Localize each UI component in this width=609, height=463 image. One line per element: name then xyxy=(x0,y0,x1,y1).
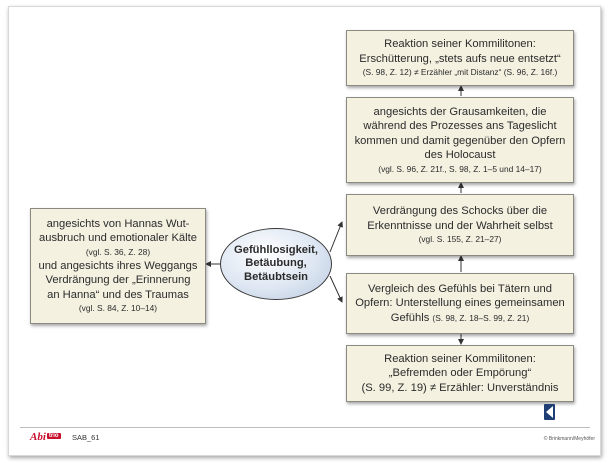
arrow-to-box3 xyxy=(330,222,342,252)
left-box-ref2: (vgl. S. 84, Z. 10–14) xyxy=(78,303,158,314)
box3-line1: Verdrängung des Schocks über die xyxy=(372,205,548,217)
box3-ref: (vgl. S. 155, Z. 21–27) xyxy=(418,234,502,244)
copyright-notice: © Brinkmann/Meyhöfer xyxy=(543,436,595,442)
left-box-line5: an Hanna“ und des Traumas xyxy=(47,288,189,301)
box5-line1: Reaktion seiner Kommilitonen: xyxy=(384,352,536,365)
box3-line2: Erkenntnisse und der Wahrheit selbst xyxy=(367,219,553,232)
left-box-line2: ausbruch und emotionaler Kälte xyxy=(39,232,197,245)
box4-line1: Vergleich des Gefühls bei Tätern und xyxy=(368,282,552,295)
left-box-line3: und angesichts ihres Weggangs xyxy=(38,259,198,272)
left-box-ref1: (vgl. S. 36, Z. 28) xyxy=(85,246,151,257)
center-line1: Gefühllosigkeit, xyxy=(234,243,318,256)
box2-line4: des Holocaust xyxy=(424,149,496,161)
left-box xyxy=(30,208,206,324)
back-arrow-icon[interactable] xyxy=(544,404,555,420)
box1-line2: Erschütterung, „stets aufs neue entsetzt“ xyxy=(359,52,561,65)
center-line2: Betäubung, xyxy=(245,257,307,270)
box4-line3-row xyxy=(353,311,567,326)
box5-line3: (S. 99, Z. 19) ≠ Erzähler: Unverständnis xyxy=(361,381,559,394)
left-box-line4: Verdrängung der „Erinnerung xyxy=(45,274,191,287)
worksheet-code: SAB_61 xyxy=(72,433,100,442)
box-vergleich xyxy=(346,273,574,334)
box-grausamkeiten xyxy=(346,97,574,183)
box-verdraengung xyxy=(346,194,574,256)
box4-line3: Gefühls xyxy=(390,311,430,324)
logo-text: Abi xyxy=(30,431,46,443)
box1-ref: (S. 98, Z. 12) ≠ Erzähler „mit Distanz“ (S. 96, Z. 16f.) xyxy=(362,67,558,77)
box-reaction-befremden xyxy=(346,345,574,402)
box4-ref: (S. 98, Z. 18–S. 99, Z. 21) xyxy=(432,312,530,323)
box4-line2: Opfern: Unterstellung eines gemeinsamen xyxy=(355,297,565,310)
box2-line2: während des Prozesses ans Tageslicht xyxy=(363,120,557,132)
box5-line2: „Befremden oder Empörung“ xyxy=(388,367,532,380)
box2-line3: kommen und damit gegenüber den Opfern xyxy=(354,134,566,147)
center-line3: Betäubtsein xyxy=(243,270,309,283)
center-concept-ellipse xyxy=(220,228,332,300)
box2-line1: angesichts der Grausamkeiten, die xyxy=(373,105,547,118)
logo-sub: trio xyxy=(48,433,59,439)
box-reaction-erschuetterung xyxy=(346,30,574,86)
footer-divider xyxy=(20,427,590,428)
left-box-line1: angesichts von Hannas Wut- xyxy=(46,217,190,230)
arrow-to-box4 xyxy=(330,276,342,302)
box2-ref: (vgl. S. 96, Z. 21f., S. 98, Z. 1–5 und 14–17) xyxy=(378,163,542,174)
box1-line1: Reaktion seiner Kommilitonen: xyxy=(384,38,536,50)
abitrio-logo xyxy=(30,431,61,443)
